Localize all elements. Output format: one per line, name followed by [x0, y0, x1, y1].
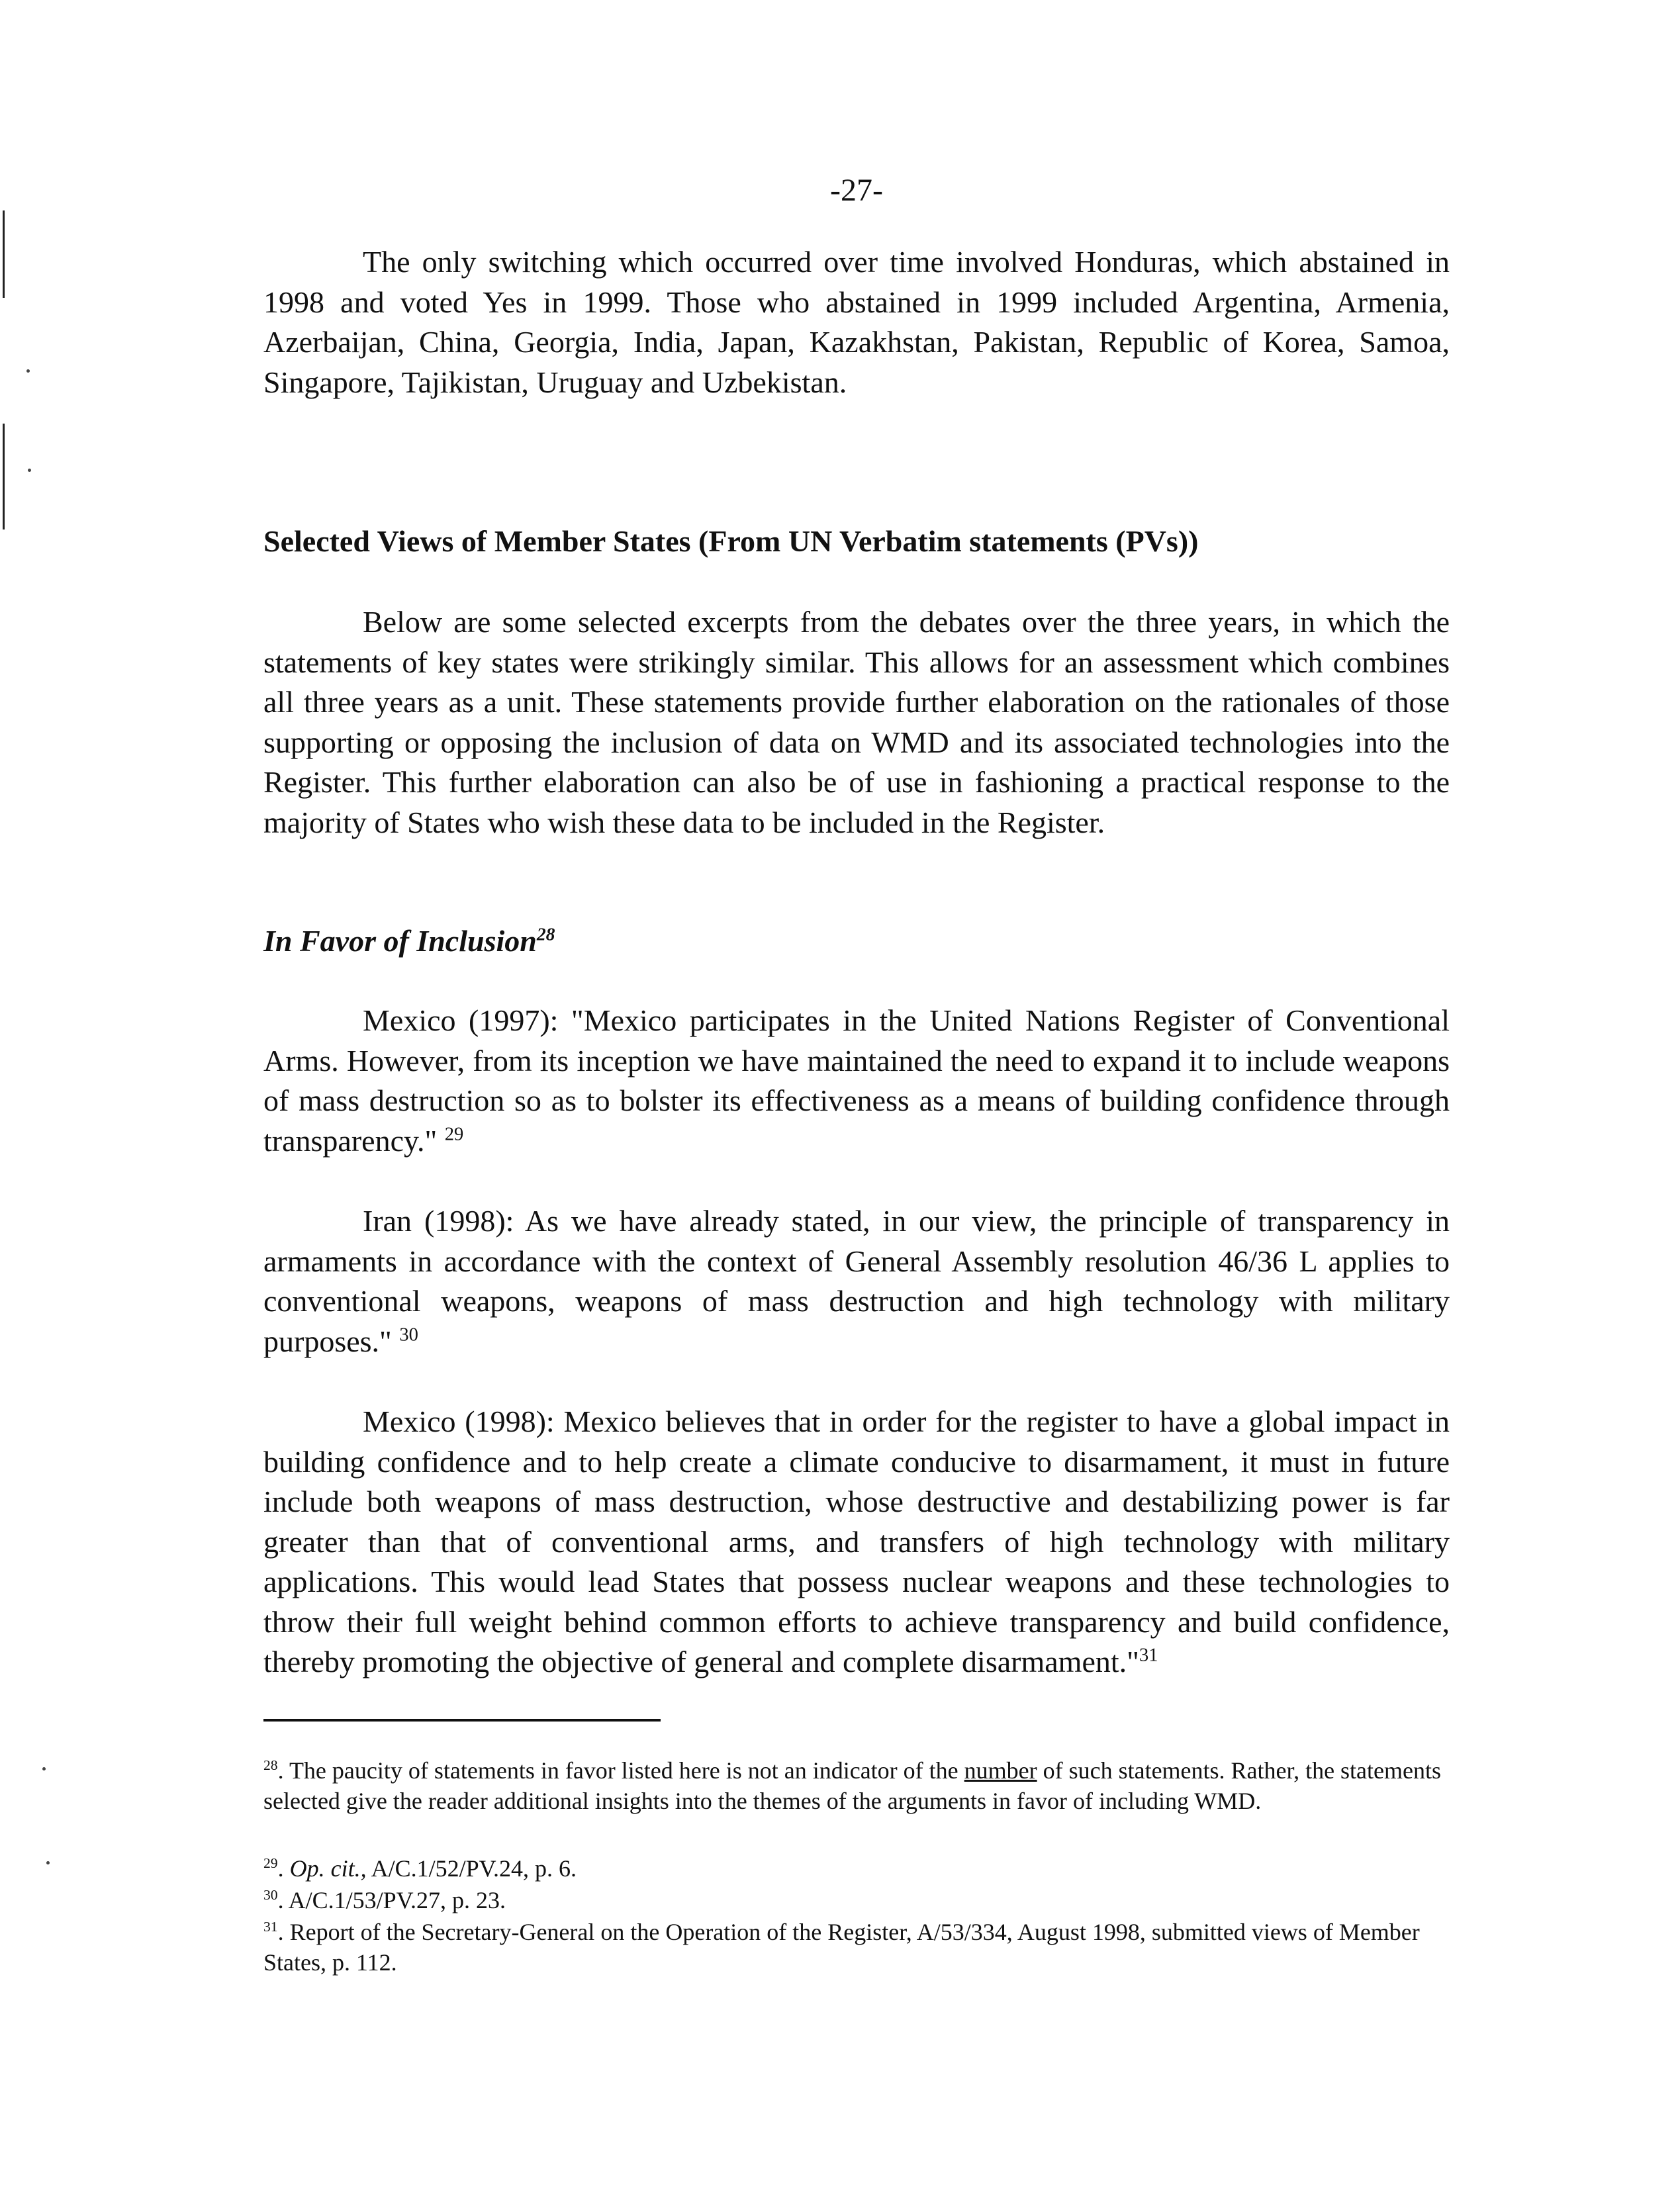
footnote-29 [263, 1853, 1450, 1884]
footnote-italic: Op. cit., [289, 1855, 367, 1882]
footnote-text: . Report of the Secretary-General on the Operation of the Register, A/53/334, August 1998, submitted views of Member States, p. 112. [263, 1919, 1420, 1976]
paragraph-intro: Below are some selected excerpts from the debates over the three years, in which the statements of key states were strikingly similar. This allows for an assessment which combines all three years as a unit. These statements provide further elaboration on the rationales of those supporting or opposing the inclusion of data on WMD and its associated technologies into the Register. This further elaboration can also be of use in fashioning a practical response to the majority of States who wish these data to be included in the Register. [263, 605, 1450, 839]
scan-speck [28, 469, 31, 472]
scan-speck [42, 1767, 46, 1770]
footnote-ref-29: 29 [444, 1124, 464, 1145]
page-number: -27- [830, 173, 883, 208]
quote-mexico-1998 [263, 1402, 1450, 1682]
footnote-28 [263, 1755, 1450, 1816]
footnote-ref-28: 28 [536, 923, 555, 944]
scan-mark [3, 210, 5, 298]
footnote-text: of such statements. Rather, the statements selected give the reader additional insights into the themes of the arguments in favor of including WMD. [263, 1757, 1442, 1814]
footnote-text: A/C.1/52/PV.24, p. 6. [366, 1855, 577, 1882]
quote-text: Mexico (1998): Mexico believes that in order for the register to have a global impact in building confidence and to help create a climate conducive to disarmament, it must in future include both weapons of mass destruction, whose destructive and destabilizing power is far greater than that of conventional arms, and transfers of high technology with military applications. This would lead States that possess nuclear weapons and these technologies to throw their full weight behind common efforts to achieve transparency and build confidence, thereby promoting the objective of general and complete disarmament." [263, 1404, 1450, 1678]
scan-mark [3, 424, 5, 529]
footnote-number: 30 [263, 1887, 278, 1903]
footnote-text: . [277, 1855, 290, 1882]
footnote-text: . The paucity of statements in favor listed here is not an indicator of the [277, 1757, 964, 1784]
footnote-ref-30: 30 [399, 1324, 418, 1346]
scan-speck [26, 369, 30, 373]
paragraph-abstentions: The only switching which occurred over time involved Honduras, which abstained in 1998 and voted Yes in 1999. Those who abstained in 1999 included Argentina, Armenia, Azerbaijan, China, Georgia, India, Japan, Kazakhstan, Pakistan, Republic of Korea, Samoa, Singapore, Tajikistan, Uruguay and Uzbekistan. [263, 245, 1450, 399]
quote-iran-1998 [263, 1201, 1450, 1361]
scan-speck [46, 1861, 50, 1864]
quote-text: Mexico (1997): "Mexico participates in the United Nations Register of Conventional Arms. However, from its inception we have maintained the need to expand it to include weapons of mass destruction so as to bolster its effectiveness as a means of building confidence through transparency." [263, 1003, 1450, 1158]
subsection-heading-text: In Favor of Inclusion [263, 924, 537, 958]
footnote-30 [263, 1885, 1450, 1915]
footnote-separator [263, 1719, 661, 1722]
section-heading: Selected Views of Member States (From UN Verbatim statements (PVs)) [263, 524, 1199, 558]
footnote-ref-31: 31 [1139, 1645, 1158, 1666]
footnote-text: . A/C.1/53/PV.27, p. 23. [277, 1887, 506, 1913]
footnote-underlined-word: number [964, 1757, 1037, 1784]
footnote-number: 29 [263, 1855, 278, 1871]
document-page [263, 0, 1450, 2206]
footnote-number: 28 [263, 1757, 278, 1773]
subsection-heading [263, 921, 555, 961]
footnote-number: 31 [263, 1919, 278, 1935]
quote-mexico-1997 [263, 1001, 1450, 1161]
footnote-31 [263, 1917, 1450, 1978]
quote-text: Iran (1998): As we have already stated, in our view, the principle of transparency in armaments in accordance with the context of General Assembly resolution 46/36 L applies to conventional weapons, weapons of mass destruction and high technology with military purposes." [263, 1204, 1450, 1358]
